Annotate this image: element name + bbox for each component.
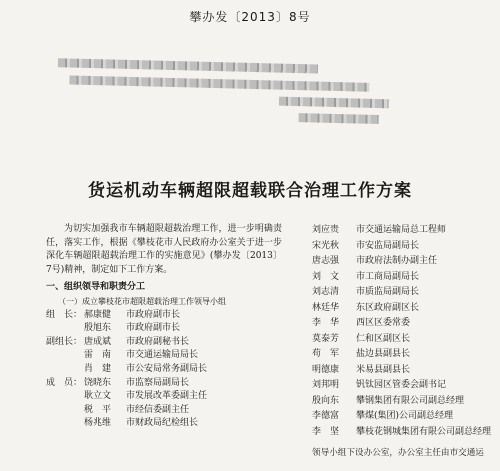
member-row (312, 239, 492, 255)
member-name: 税 平 (84, 404, 112, 415)
member-post: 攀煤(集团)公司副总经理 (356, 411, 454, 421)
intro-paragraph: 为切实加强我市车辆超限超载治理工作，进一步明确责任，落实工作，根据《攀枝花市人民政府办公室关于进一步深化车辆超限超载治理工作的实施意见》(攀办发〔2013〕7号)精神，制定如下工作方案。 (46, 224, 282, 275)
member-name: 宋光秋 (312, 240, 340, 251)
subsection-heading: （一）成立攀枝花市超限超载治理工作领导小组 (58, 296, 226, 306)
member-row (312, 285, 492, 301)
member-role: 组 长： (46, 309, 83, 320)
member-row (312, 347, 492, 363)
member-name: 唐成斌 (84, 336, 112, 347)
member-row (312, 363, 492, 379)
member-row (312, 378, 492, 394)
member-row (46, 363, 282, 377)
member-post: 东区政府副区长 (356, 302, 420, 313)
member-row (312, 332, 492, 348)
member-post: 市发展改革委副主任 (126, 391, 208, 402)
member-post: 市质监局副局长 (356, 287, 420, 297)
member-name: 李 坚 (312, 426, 340, 437)
member-name: 明德康 (312, 364, 340, 375)
member-row (312, 316, 492, 332)
member-post: 市监察局副局长 (126, 377, 190, 388)
member-row (312, 409, 492, 425)
member-post: 市公安局常务副局长 (126, 363, 208, 374)
member-role: 成 员： (46, 377, 83, 388)
document-number: 攀办发〔2013〕8号 (189, 10, 311, 24)
header-band-line (279, 97, 389, 109)
member-name: 殷旭东 (84, 323, 112, 334)
header-band-line (299, 113, 379, 124)
member-post: 市政府副市长 (126, 309, 181, 320)
member-row (312, 270, 492, 286)
member-row (46, 322, 282, 336)
member-name: 耿立文 (84, 391, 112, 402)
member-name: 刘邦明 (312, 380, 340, 390)
member-post: 攀枝花钢城集团有限公司副总经理 (356, 426, 492, 437)
member-name: 李 华 (312, 318, 340, 328)
document-title: 货运机动车辆超限超载联合治理工作方案 (88, 181, 412, 201)
member-post: 攀钢集团有限公司副总经理 (356, 395, 465, 406)
member-name: 郝康健 (84, 309, 112, 320)
member-row (46, 309, 282, 323)
member-row (46, 390, 282, 404)
member-role (46, 417, 82, 431)
member-name: 杨兆维 (84, 418, 112, 429)
member-post: 市政府副市长 (126, 323, 181, 334)
member-row (46, 349, 282, 363)
member-post: 盐边县副县长 (356, 349, 411, 359)
member-row (312, 254, 492, 270)
member-post: 市政府法制办副主任 (356, 256, 438, 266)
member-name: 莫泰芳 (312, 333, 340, 344)
member-name: 刘志清 (312, 287, 340, 297)
member-name: 唐志强 (312, 256, 340, 266)
member-role (46, 349, 82, 363)
member-name: 刘应贵 (312, 225, 340, 235)
member-name: 雷 南 (84, 350, 112, 361)
header-stamp-band (48, 58, 370, 142)
left-column (46, 223, 282, 431)
member-post: 市交通运输局总工程师 (356, 225, 447, 235)
member-row (312, 301, 492, 317)
header-band-line (58, 58, 318, 73)
member-post: 市经信委副主任 (126, 404, 190, 415)
member-name: 苟 军 (312, 349, 340, 359)
member-role: 副组长： (46, 336, 83, 347)
member-row (312, 394, 492, 410)
member-row (46, 404, 282, 418)
member-post: 市交通运输局局长 (126, 350, 199, 361)
member-post: 西区区委常委 (356, 318, 411, 328)
member-role (46, 404, 82, 418)
office-note: 领导小组下设办公室，办公室主任由市交通运 (312, 448, 484, 458)
member-role (46, 363, 82, 377)
member-name: 饶晓东 (84, 377, 112, 388)
member-post: 钒钛园区管委会副书记 (356, 380, 447, 390)
member-role (46, 390, 82, 404)
member-row (46, 377, 282, 391)
member-post: 米易县副县长 (356, 364, 411, 375)
member-name: 李德富 (312, 411, 340, 421)
member-name: 林廷华 (312, 302, 340, 313)
member-name: 肖 建 (84, 363, 112, 374)
member-row (46, 336, 282, 350)
member-row (312, 223, 492, 239)
member-role (46, 322, 82, 336)
member-post: 市安监局副局长 (356, 240, 420, 251)
header-band-line (69, 75, 369, 91)
member-name: 刘 文 (312, 271, 340, 282)
right-column (312, 223, 492, 440)
member-post: 市政府副秘书长 (126, 336, 190, 347)
member-row (46, 417, 282, 431)
member-post: 仁和区副区长 (356, 333, 411, 344)
section-heading: 一、组织领导和职责分工 (46, 282, 146, 293)
member-post: 市工商局副局长 (356, 271, 420, 282)
member-row (312, 425, 492, 441)
member-post: 市财政局纪检组长 (126, 418, 199, 429)
member-name: 殷向东 (312, 395, 340, 406)
